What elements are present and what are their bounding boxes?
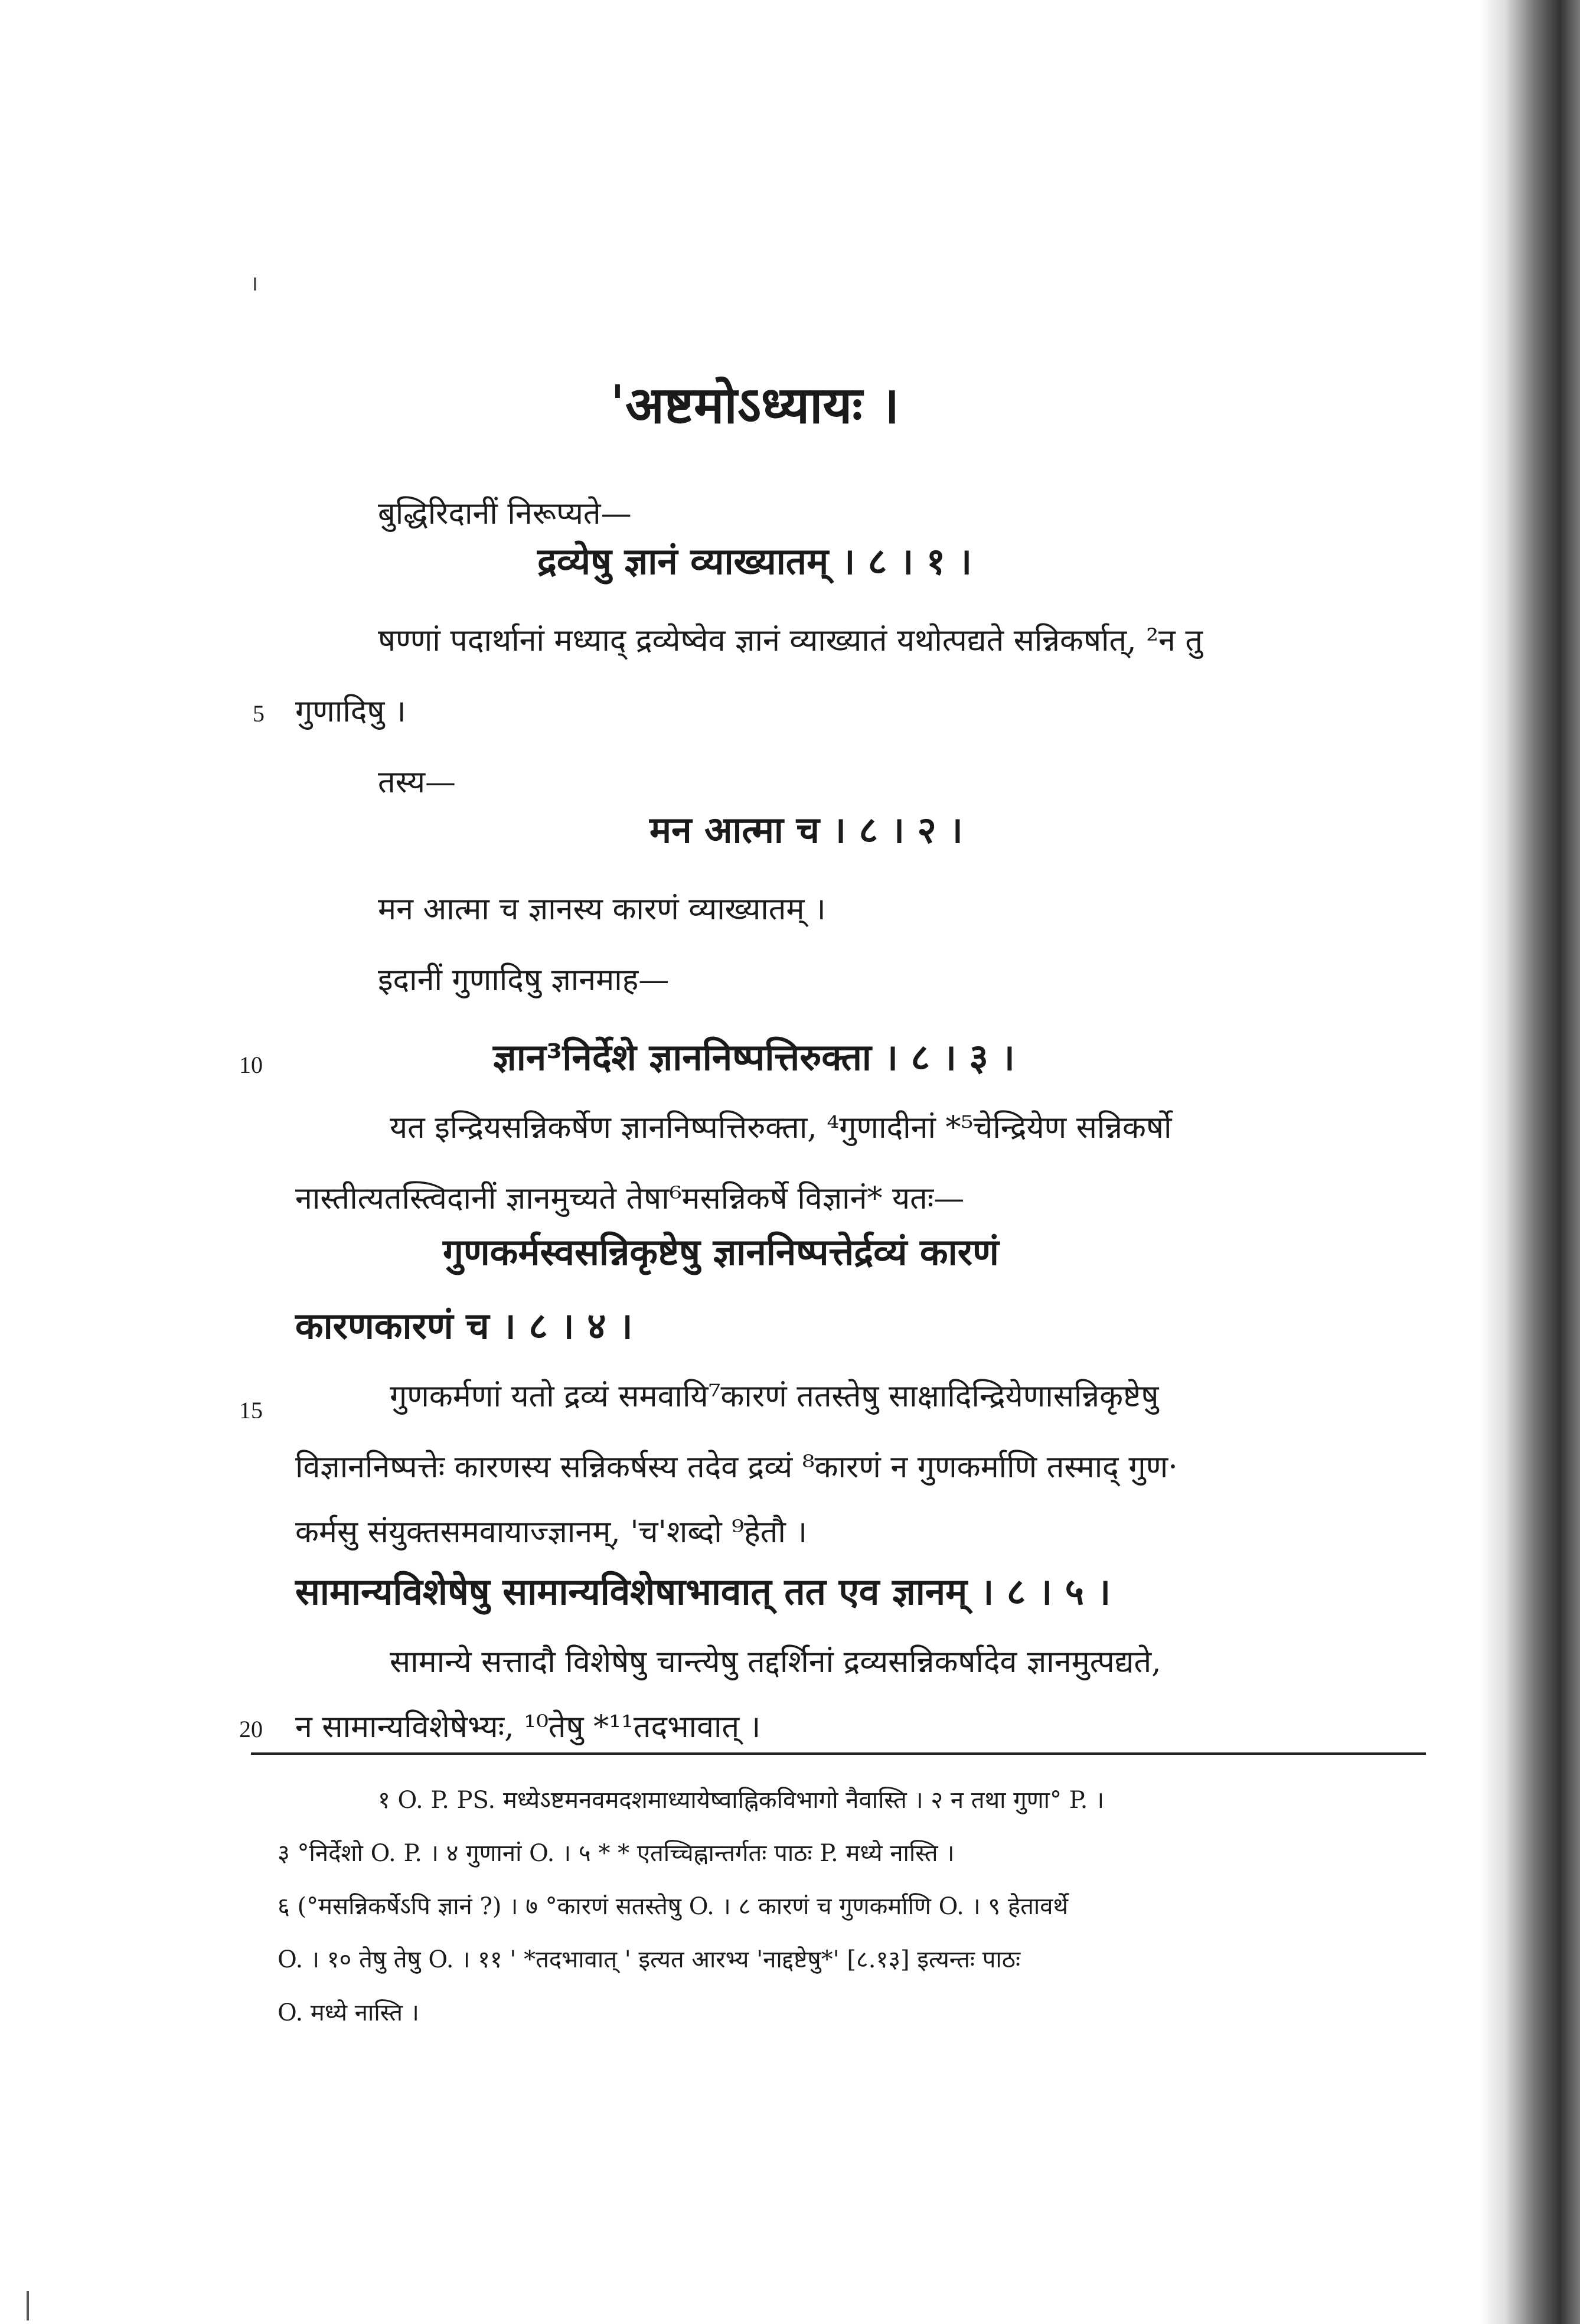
- line-number: 20: [239, 1716, 263, 1742]
- text-line: कर्मसु संयुक्तसमवायाज्ज्ञानम्, 'च'शब्दो ⁹हेतौ ।: [295, 1514, 808, 1550]
- text-line: विज्ञाननिष्पत्तेः कारणस्य सन्निकर्षस्य तदेव द्रव्यं ⁸कारणं न गुणकर्माणि तस्माद् गुण·: [295, 1450, 1178, 1485]
- footnote-line: ३ °निर्देशो O. P. । ४ गुणानां O. । ५ * * एतच्चिह्नान्तर्गतः पाठः P. मध्ये नास्ति ।: [278, 1840, 955, 1867]
- sutra-line: गुणकर्मस्वसन्निकृष्टेषु ज्ञाननिष्पत्तेर्द्रव्यं कारणं: [443, 1230, 999, 1274]
- text-line: षण्णां पदार्थानां मध्याद् द्रव्येष्वेव ज्ञानं व्याख्यातं यथोत्पद्यते सन्निकर्षात्, ²न तु: [378, 623, 1203, 658]
- sutra-line: ज्ञान³निर्देशे ज्ञाननिष्पत्तिरुक्ता । ८ । ३ ।: [493, 1036, 1015, 1079]
- line-number: 15: [239, 1397, 263, 1424]
- sutra-line: मन आत्मा च । ८ । २ ।: [649, 808, 963, 851]
- line-number: 10: [239, 1052, 263, 1078]
- footnote-line: ६ (°मसन्निकर्षेऽपि ज्ञानं ?) । ७ °कारणं सतस्तेषु O. । ८ कारणं च गुणकर्माणि O. । ९ हेतावर्थे: [278, 1893, 1069, 1920]
- footnote-line: १ O. P. PS. मध्येऽष्टमनवमदशमाध्यायेष्वाह्निकविभागो नैवास्ति । २ न तथा गुणा° P. ।: [378, 1787, 1105, 1814]
- footnote-divider: [251, 1752, 1426, 1755]
- chapter-heading: ˈअष्टमोऽध्यायः ।: [609, 376, 900, 435]
- sutra-line: सामान्यविशेषेषु सामान्यविशेषाभावात् तत एव ज्ञानम् । ८ । ५ ।: [295, 1570, 1111, 1613]
- footnote-line: O. मध्ये नास्ति ।: [278, 1999, 419, 2026]
- scan-speck: [254, 278, 256, 290]
- text-line: यत इन्द्रियसन्निकर्षेण ज्ञाननिष्पत्तिरुक्ता, ⁴गुणादीनां *⁵चेन्द्रियेण सन्निकर्षो: [390, 1110, 1172, 1145]
- text-line: इदानीं गुणादिषु ज्ञानमाह—: [378, 962, 670, 998]
- footnote-line: O. । १० तेषु तेषु O. । ११ ' *तदभावात् ' इत्यत आरभ्य 'नाद्दष्टेषु*' [८.१३] इत्यन्तः पाठः: [278, 1946, 1021, 1973]
- text-line: सामान्ये सत्तादौ विशेषेषु चान्त्येषु तद्दर्शिनां द्रव्यसन्निकर्षादेव ज्ञानमुत्पद्यते,: [390, 1644, 1161, 1680]
- text-line: न सामान्यविशेषेभ्यः, ¹⁰तेषु *¹¹तदभावात् ।: [295, 1709, 761, 1745]
- text-line: नास्तीत्यतस्त्विदानीं ज्ञानमुच्यते तेषा⁶मसन्निकर्षे विज्ञानं* यतः—: [295, 1181, 965, 1216]
- text-line: गुणकर्मणां यतो द्रव्यं समवायि⁷कारणं ततस्तेषु साक्षादिन्द्रियेणासन्निकृष्टेषु: [390, 1379, 1159, 1414]
- text-line: बुद्धिरिदानीं निरूप्यते—: [378, 496, 632, 531]
- text-line: गुणादिषु ।: [295, 694, 406, 729]
- scan-binding-shadow: [1480, 0, 1580, 2324]
- sutra-line: द्रव्येषु ज्ञानं व्याख्यातम् । ८ । १ ।: [537, 540, 972, 583]
- text-line: मन आत्मा च ज्ञानस्य कारणं व्याख्यातम् ।: [378, 892, 826, 927]
- scan-speck: [27, 2291, 29, 2320]
- line-number: 5: [253, 700, 265, 727]
- text-line: तस्य—: [378, 765, 456, 800]
- sutra-line: कारणकारणं च । ८ । ४ ।: [295, 1304, 633, 1347]
